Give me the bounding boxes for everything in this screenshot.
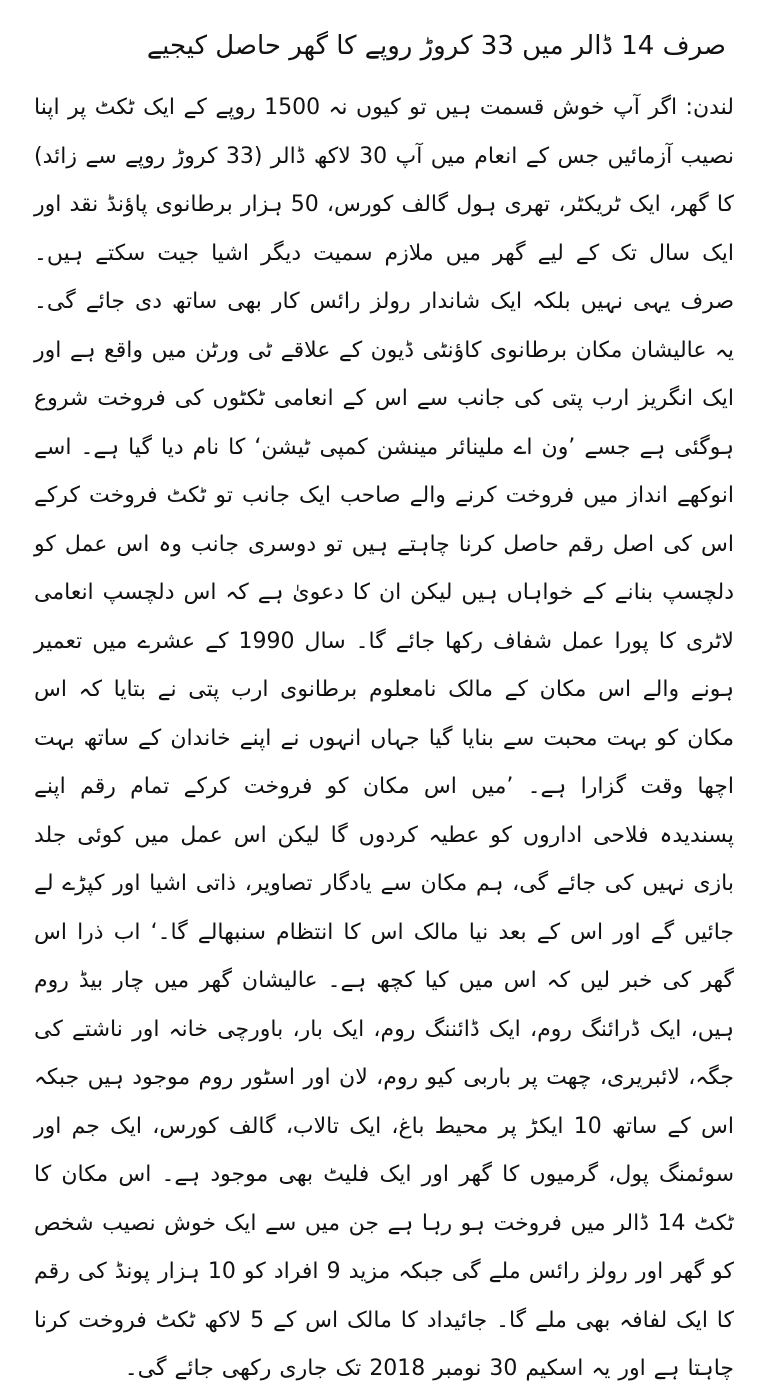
article-body: لندن: اگر آپ خوش قسمت ہیں تو کیوں نہ 1500 روپے کے ایک ٹکٹ پر اپنا نصیب آزمائیں جس کے انعام میں آپ 30 لاکھ ڈالر (33 کروڑ روپے سے زائد) کا گھر، ایک ٹریکٹر، تھری ہول گالف کورس، 50 ہزار برطانوی پاؤنڈ نقد اور ایک سال تک کے لیے گھر میں ملازم سمیت دیگر اشیا جیت سکتے ہیں۔ صرف یہی نہیں بلکہ ایک شاندار رولز رائس کار بھی ساتھ دی جائے گی۔ یہ عالیشان مکان برطانوی کاؤنٹی ڈیون کے علاقے ٹی ورٹن میں واقع ہے اور ایک انگریز ارب پتی کی جانب سے اس کے انعامی ٹکٹوں کی فروخت شروع ہوگئی ہے جسے ’ون اے ملینائر مینشن کمپی ٹیشن‘ کا نام دیا گیا ہے۔ اسے انوکھے انداز میں فروخت کرنے والے صاحب ایک جانب تو ٹکٹ فروخت کرکے اس کی اصل رقم حاصل کرنا چاہتے ہیں تو دوسری جانب وہ اس عمل کو دلچسپ بنانے کے خواہاں ہیں لیکن ان کا دعویٰ ہے کہ اس دلچسپ انعامی لاٹری کا پورا عمل شفاف رکھا جائے گا۔ سال 1990 کے عشرے میں تعمیر ہونے والے اس مکان کے مالک نامعلوم برطانوی ارب پتی نے بتایا کہ اس مکان کو بہت محبت سے بنایا گیا جہاں انہوں نے اپنے خاندان کے ساتھ بہت اچھا وقت گزارا ہے۔ ’میں اس مکان کو فروخت کرکے تمام رقم اپنے پسندیدہ فلاحی اداروں کو عطیہ کردوں گا لیکن اس عمل میں کوئی جلد بازی نہیں کی جائے گی، ہم مکان سے یادگار تصاویر، ذاتی اشیا اور کپڑے لے جائیں گے اور اس کے بعد نیا مالک اس کا انتظام سنبھالے گا۔‘ اب ذرا اس گھر کی خبر لیں کہ اس میں کیا کچھ ہے۔ عالیشان گھر میں چار بیڈ روم ہیں، ایک ڈرائنگ روم، ایک ڈائننگ روم، ایک بار، باورچی خانہ اور ناشتے کی جگہ، لائبریری، چھت پر باربی کیو روم، لان اور اسٹور روم موجود ہیں جبکہ اس کے ساتھ 10 ایکڑ پر محیط باغ، ایک تالاب، گالف کورس، ایک جم اور سوئمنگ پول، گرمیوں کا گھر اور ایک فلیٹ بھی موجود ہے۔ اس مکان کا ٹکٹ 14 ڈالر میں فروخت ہو رہا ہے جن میں سے ایک خوش نصیب شخص کو گھر اور رولز رائس ملے گی جبکہ مزید 9 افراد کو 10 ہزار پونڈ کی رقم کا ایک لفافہ بھی ملے گا۔ جائیداد کا مالک اس کے 5 لاکھ ٹکٹ فروخت کرنا چاہتا ہے اور یہ اسکیم 30 نومبر 2018 تک جاری رکھی جائے گی۔	[34, 95, 734, 1381]
news-article	[34, 22, 734, 1394]
article-title: صرف 14 ڈالر میں 33 کروڑ روپے کا گھر حاصل کیجیے	[146, 31, 726, 61]
